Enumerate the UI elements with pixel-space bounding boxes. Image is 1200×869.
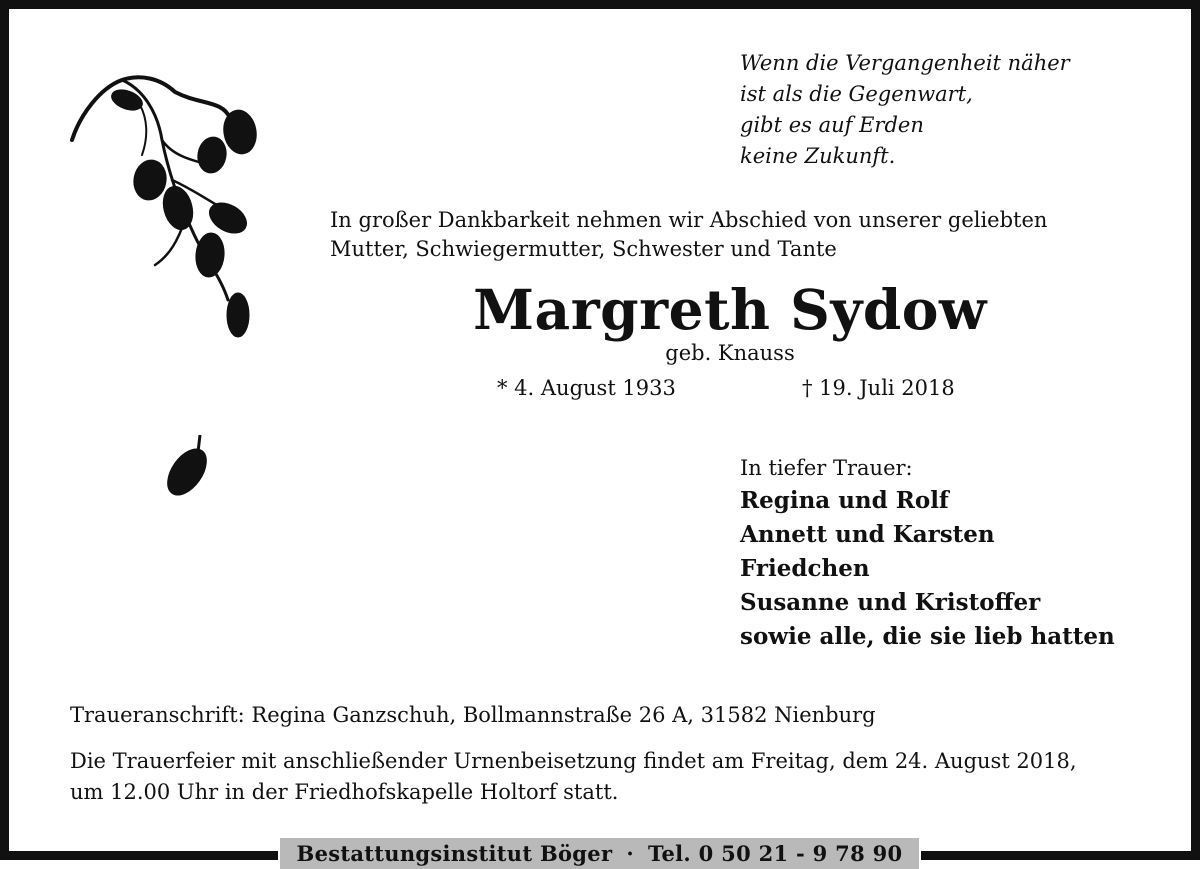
funeral-home-footer	[278, 838, 921, 869]
mourning-address: Traueranschrift: Regina Ganzschuh, Bollmannstraße 26 A, 31582 Nienburg	[70, 703, 876, 727]
ceremony-info	[70, 746, 1150, 808]
birth-date: * 4. August 1933	[497, 376, 676, 400]
mourners-lead: In tiefer Trauer:	[740, 456, 913, 480]
funeral-home-phone: Tel. 0 50 21 - 9 78 90	[647, 841, 903, 866]
intro-line: Mutter, Schwiegermutter, Schwester und Tante	[330, 237, 837, 261]
quote-line: keine Zukunft.	[740, 144, 896, 168]
ceremony-line: um 12.00 Uhr in der Friedhofskapelle Holtorf statt.	[70, 780, 619, 804]
mourner-name: Regina und Rolf	[740, 487, 949, 514]
deceased-name: Margreth Sydow	[473, 277, 987, 342]
ceremony-line: Die Trauerfeier mit anschließender Urnenbeisetzung findet am Freitag, dem 24. August 2018,	[70, 749, 1077, 773]
quote-line: Wenn die Vergangenheit näher	[740, 51, 1070, 75]
epigraph-quote	[740, 48, 1160, 172]
footer-separator: ·	[626, 841, 634, 866]
mourners-block	[740, 452, 1170, 654]
quote-line: gibt es auf Erden	[740, 113, 924, 137]
mourner-name: Annett und Karsten	[740, 521, 995, 548]
mourner-name: Susanne und Kristoffer	[740, 589, 1041, 616]
mourner-name: Friedchen	[740, 555, 870, 582]
quote-line: ist als die Gegenwart,	[740, 82, 973, 106]
birch-branch-icon	[60, 60, 260, 360]
falling-leaf-icon	[160, 430, 210, 510]
intro-line: In großer Dankbarkeit nehmen wir Abschied von unserer geliebten	[330, 208, 1048, 232]
intro-text	[330, 206, 1140, 264]
mourner-name: sowie alle, die sie lieb hatten	[740, 623, 1115, 650]
funeral-home-name: Bestattungsinstitut Böger	[296, 841, 613, 866]
maiden-name: geb. Knauss	[665, 341, 795, 365]
death-date: † 19. Juli 2018	[802, 376, 955, 400]
